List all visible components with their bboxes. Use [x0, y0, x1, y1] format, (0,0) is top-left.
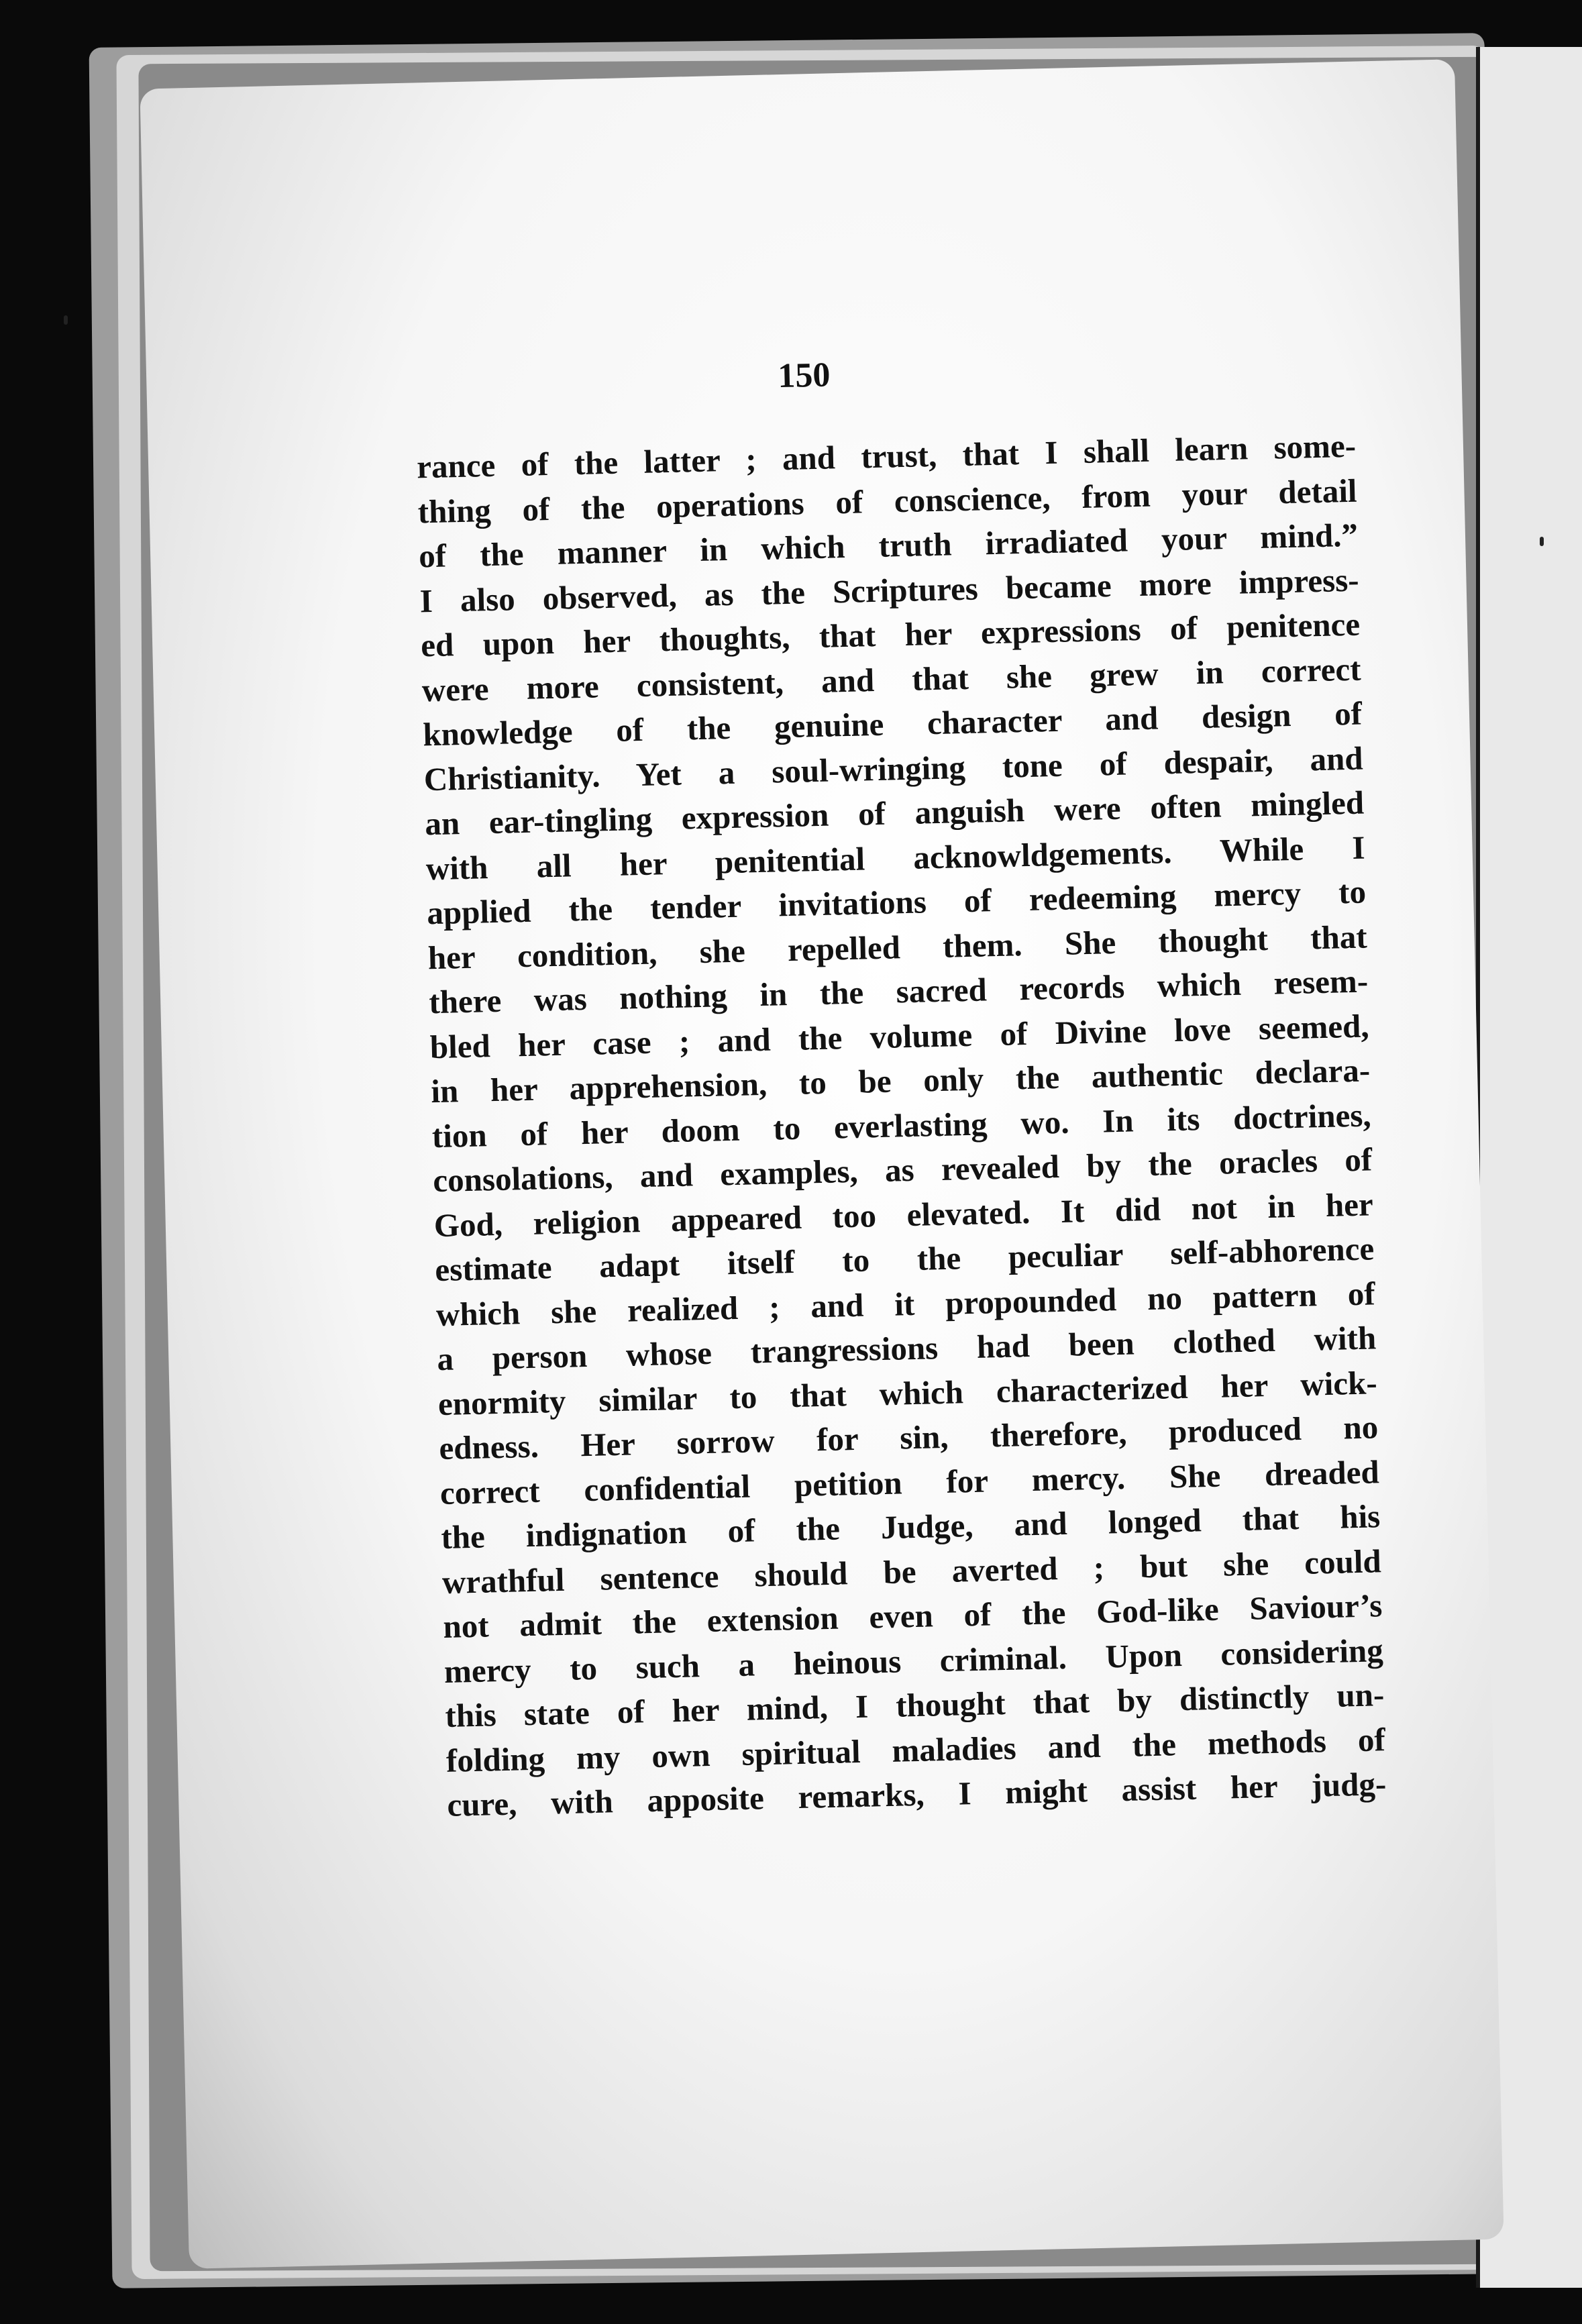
text-line: an ear-tingling expression of anguish were often mingled	[424, 784, 1365, 843]
text-line: which she realized ; and it propounded no pattern of	[435, 1274, 1376, 1333]
text-line: God, religion appeared too elevated. It did not in her	[433, 1185, 1374, 1244]
book-page	[140, 59, 1504, 2269]
text-line: mercy to such a heinous criminal. Upon considering	[443, 1631, 1384, 1690]
text-line: applied the tender invitations of redeeming mercy to	[426, 873, 1367, 932]
text-line: of the manner in which truth irradiated your mind.”	[418, 516, 1359, 575]
text-line: Christianity. Yet a soul-wringing tone of despair, and	[423, 739, 1364, 798]
text-line: enormity similar to that which characterized her wick-	[437, 1363, 1378, 1422]
text-line: the indignation of the Judge, and longed that his	[440, 1497, 1381, 1556]
text-line: correct confidential petition for mercy. She dreaded	[439, 1452, 1380, 1512]
text-line: with all her penitential acknowldgements. While I	[425, 829, 1366, 887]
scan-speck	[1540, 537, 1544, 546]
text-line: bled her case ; and the volume of Divine love seemed,	[429, 1006, 1370, 1065]
text-line: in her apprehension, to be only the authentic declara-	[430, 1051, 1371, 1110]
body-text	[417, 424, 1387, 1828]
text-line: I also observed, as the Scriptures became more impress-	[419, 561, 1360, 619]
text-line: tion of her doom to everlasting wo. In its doctrines,	[431, 1096, 1372, 1155]
text-line: consolations, and examples, as revealed by the oracles of	[432, 1141, 1373, 1200]
scan-speck	[64, 315, 68, 325]
text-line: there was nothing in the sacred records which resem-	[428, 962, 1369, 1021]
text-line: ed upon her thoughts, that her expressions of penitence	[420, 605, 1361, 664]
text-line: rance of the latter ; and trust, that I shall learn some-	[416, 427, 1357, 486]
text-line: wrathful sentence should be averted ; but she could	[441, 1542, 1382, 1601]
text-line: cure, with apposite remarks, I might assist her judg-	[446, 1765, 1387, 1824]
text-line: estimate adapt itself to the peculiar self-abhorence	[434, 1230, 1375, 1289]
page-number: 150	[777, 356, 831, 396]
text-line: this state of her mind, I thought that by distinctly un-	[444, 1676, 1385, 1734]
text-line: were more consistent, and that she grew in correct	[421, 650, 1362, 708]
text-line: not admit the extension even of the God-like Saviour’s	[442, 1587, 1383, 1645]
text-line: thing of the operations of conscience, from your detail	[417, 472, 1358, 530]
text-line: a person whose trangressions had been clothed with	[436, 1319, 1377, 1378]
text-line: edness. Her sorrow for sin, therefore, produced no	[438, 1408, 1379, 1467]
text-line: knowledge of the genuine character and design of	[422, 694, 1363, 753]
text-line: her condition, she repelled them. She thought that	[427, 917, 1368, 976]
text-line: folding my own spiritual maladies and the methods of	[445, 1720, 1386, 1779]
